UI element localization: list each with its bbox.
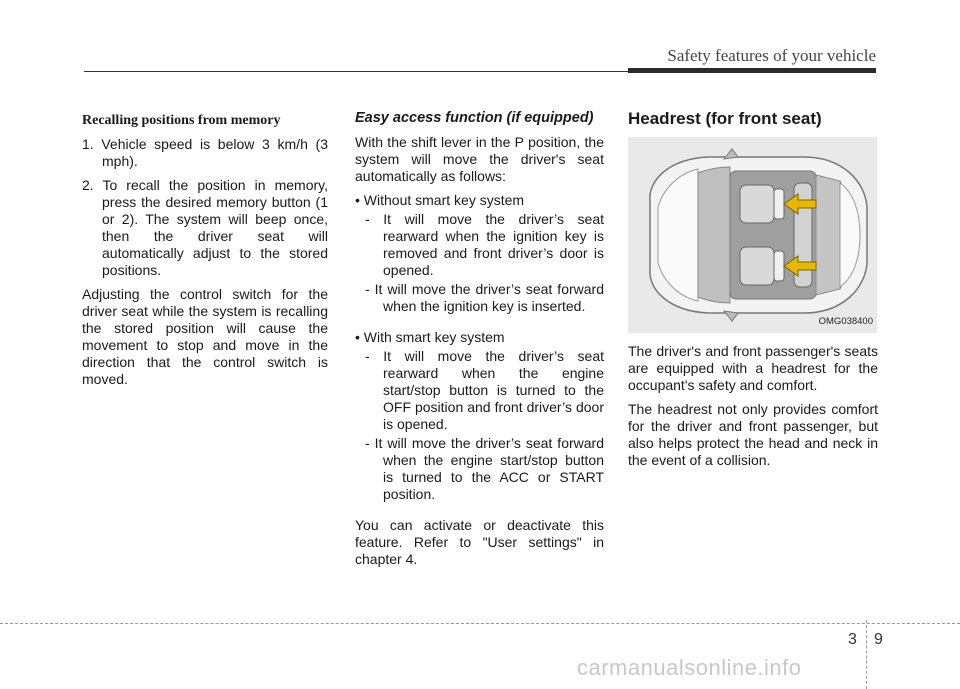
page-number: 9	[874, 631, 883, 648]
car-top-view-figure	[628, 137, 877, 333]
recall-step-1: 1. Vehicle speed is below 3 km/h (3 mph).	[82, 136, 328, 169]
headrest-para-2: The headrest not only provides comfort for the driver and front passenger, but also helps protect the head and neck in the event of a collision.	[628, 401, 878, 468]
column-easy-access	[355, 110, 604, 575]
without-smart-key-item-2: - It will move the driver’s seat forward when the ignition key is inserted.	[365, 281, 604, 314]
car-top-view-illustration	[628, 137, 877, 333]
page-header-title: Safety features of your vehicle	[667, 46, 876, 65]
recall-paragraph: Adjusting the control switch for the driver seat while the system is recalling the stored position will cause the movement to stop and move in the direction that the control switch is moved.	[82, 286, 328, 387]
bullet-label: With smart key system	[363, 329, 505, 345]
bullet-without-smart-key: • Without smart key system	[355, 192, 525, 208]
bullet-with-smart-key: • With smart key system	[355, 329, 505, 345]
with-smart-key-item-1: - It will move the driver’s seat rearward when the engine start/stop button is turned to the OFF position and front driver’s door is opened.	[365, 348, 604, 432]
watermark: carmanualsonline.info	[577, 655, 802, 680]
column-headrest	[628, 110, 878, 476]
chapter-number: 3	[848, 631, 857, 648]
figure-code: OMG038400	[818, 316, 873, 327]
header-rule-accent	[628, 68, 876, 73]
footer-rule	[0, 623, 960, 624]
headrest-para-1: The driver's and front passenger's seats are equipped with a headrest for the occupant's safety and comfort.	[628, 343, 878, 393]
without-smart-key-item-1: - It will move the driver’s seat rearward when the ignition key is removed and front driver’s door is opened.	[365, 211, 604, 278]
page-number-divider	[866, 620, 867, 689]
easy-access-intro: With the shift lever in the P position, the system will move the driver's seat automatically as follows:	[355, 134, 604, 184]
easy-access-heading: Easy access function (if equipped)	[355, 110, 594, 126]
column-recall	[82, 110, 328, 395]
headrest-heading: Headrest (for front seat)	[628, 109, 822, 128]
easy-access-closing: You can activate or deactivate this feature. Refer to "User settings" in chapter 4.	[355, 517, 604, 567]
bullet-label: Without smart key system	[363, 192, 525, 208]
recall-heading: Recalling positions from memory	[82, 113, 281, 128]
recall-step-2: 2. To recall the position in memory, press the desired memory button (1 or 2). The system will beep once, then the driver seat will automatically adjust to the stored positions.	[82, 177, 328, 278]
with-smart-key-item-2: - It will move the driver’s seat forward when the engine start/stop button is turned to the ACC or START position.	[365, 435, 604, 502]
